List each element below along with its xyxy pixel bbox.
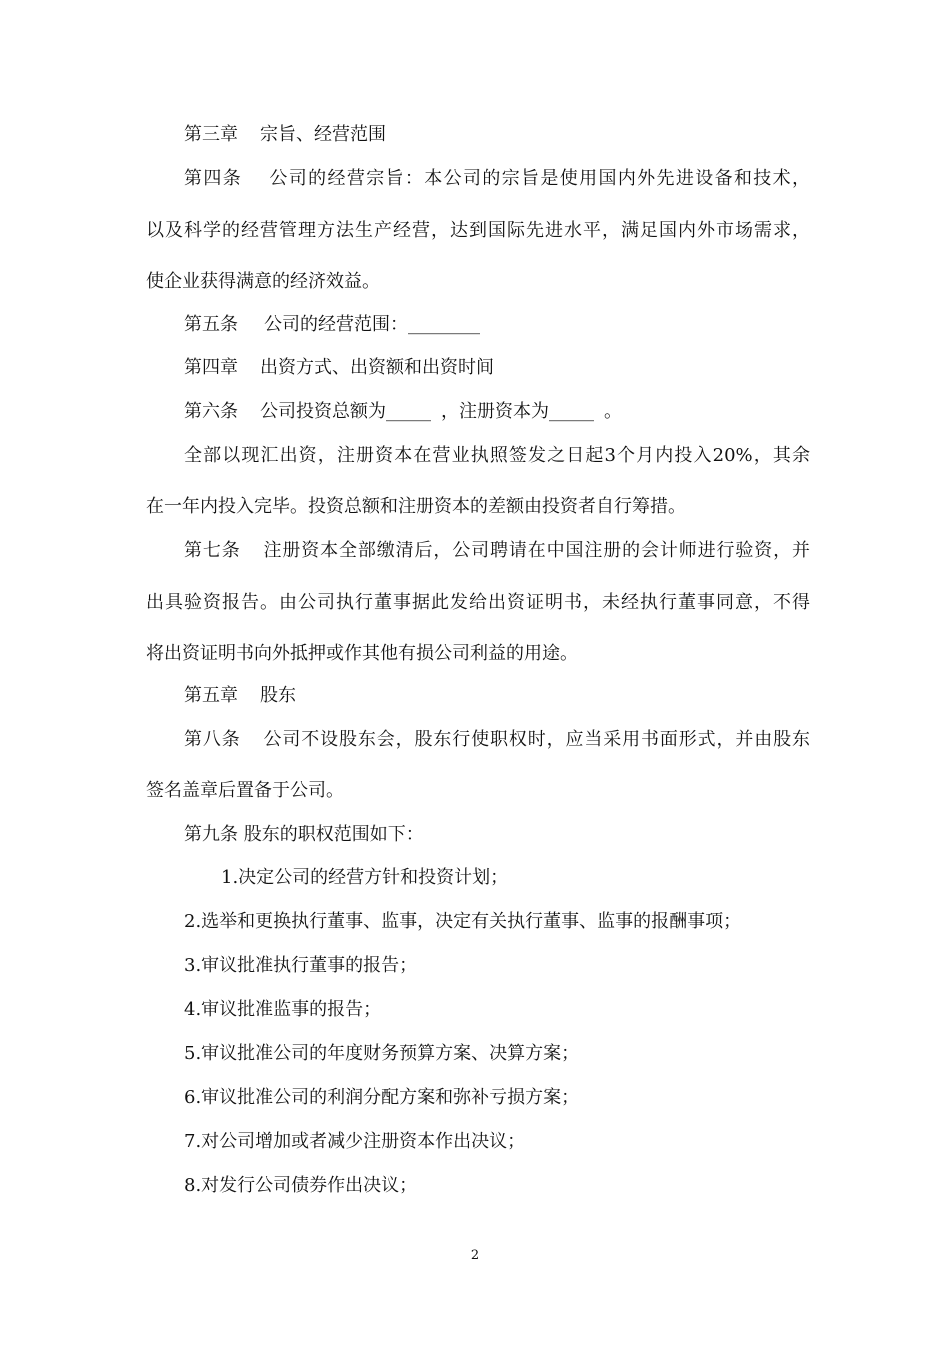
article-7-line-2: 出具验资报告。由公司执行董事据此发给出资证明书，未经执行董事同意，不得 [146,592,810,613]
article-number: 第七条 [184,540,241,561]
article-text: 公司投资总额为 [260,401,386,422]
list-item-3: 3.审议批准执行董事的报告； [184,955,418,976]
chapter-title: 股东 [260,685,296,706]
article-text: 公司的经营范围： [264,314,408,335]
contribution-line-2: 在一年内投入完毕。投资总额和注册资本的差额由投资者自行筹措。 [146,496,686,517]
article-6 [184,397,810,427]
article-number: 第四条 [184,168,243,189]
chapter-4-heading [184,353,810,383]
contribution-line-1: 全部以现汇出资，注册资本在营业执照签发之日起3个月内投入20%，其余 [184,445,810,466]
chapter-number: 第四章 [184,357,238,378]
article-number: 第六条 [184,401,238,422]
article-8-line-2: 签名盖章后置备于公司。 [146,780,344,801]
investment-blank: _____ [386,401,431,422]
chapter-title: 宗旨、经营范围 [260,124,386,145]
article-4-line-1 [184,164,810,194]
chapter-3-heading [184,120,810,150]
scope-blank: ________ [408,314,480,335]
page-number: 2 [470,1248,480,1263]
chapter-number: 第三章 [184,124,238,145]
article-8-line-1 [184,725,810,755]
chapter-title: 出资方式、出资额和出资时间 [260,357,494,378]
article-text: ，注册资本为 [441,401,549,422]
chapter-number: 第五章 [184,685,238,706]
article-text: 公司的经营宗旨：本公司的宗旨是使用国内外先进设备和技术， [268,168,811,189]
article-7-line-3: 将出资证明书向外抵押或作其他有损公司利益的用途。 [146,643,578,664]
list-item-2: 2.选举和更换执行董事、监事，决定有关执行董事、监事的报酬事项； [184,911,742,932]
list-item-4: 4.审议批准监事的报告； [184,999,382,1020]
article-4-line-3: 使企业获得满意的经济效益。 [146,271,380,292]
article-text: 。 [604,401,622,422]
article-text: 公司不设股东会，股东行使职权时，应当采用书面形式，并由股东 [262,729,810,750]
list-item-5: 5.审议批准公司的年度财务预算方案、决算方案； [184,1043,580,1064]
capital-blank: _____ [549,401,594,422]
article-9: 第九条 股东的职权范围如下： [184,824,424,845]
list-item-6: 6.审议批准公司的利润分配方案和弥补亏损方案； [184,1087,580,1108]
list-item-7: 7.对公司增加或者减少注册资本作出决议； [184,1131,526,1152]
article-text: 注册资本全部缴清后，公司聘请在中国注册的会计师进行验资，并 [262,540,810,561]
article-4-line-2: 以及科学的经营管理方法生产经营，达到国际先进水平，满足国内外市场需求， [146,220,810,241]
article-number: 第八条 [184,729,241,750]
article-5 [184,310,810,340]
article-number: 第五条 [184,314,238,335]
article-7-line-1 [184,536,810,566]
list-item-8: 8.对发行公司债券作出决议； [184,1175,418,1196]
chapter-5-heading [184,681,810,711]
list-item-1: 1.决定公司的经营方针和投资计划； [221,867,509,888]
